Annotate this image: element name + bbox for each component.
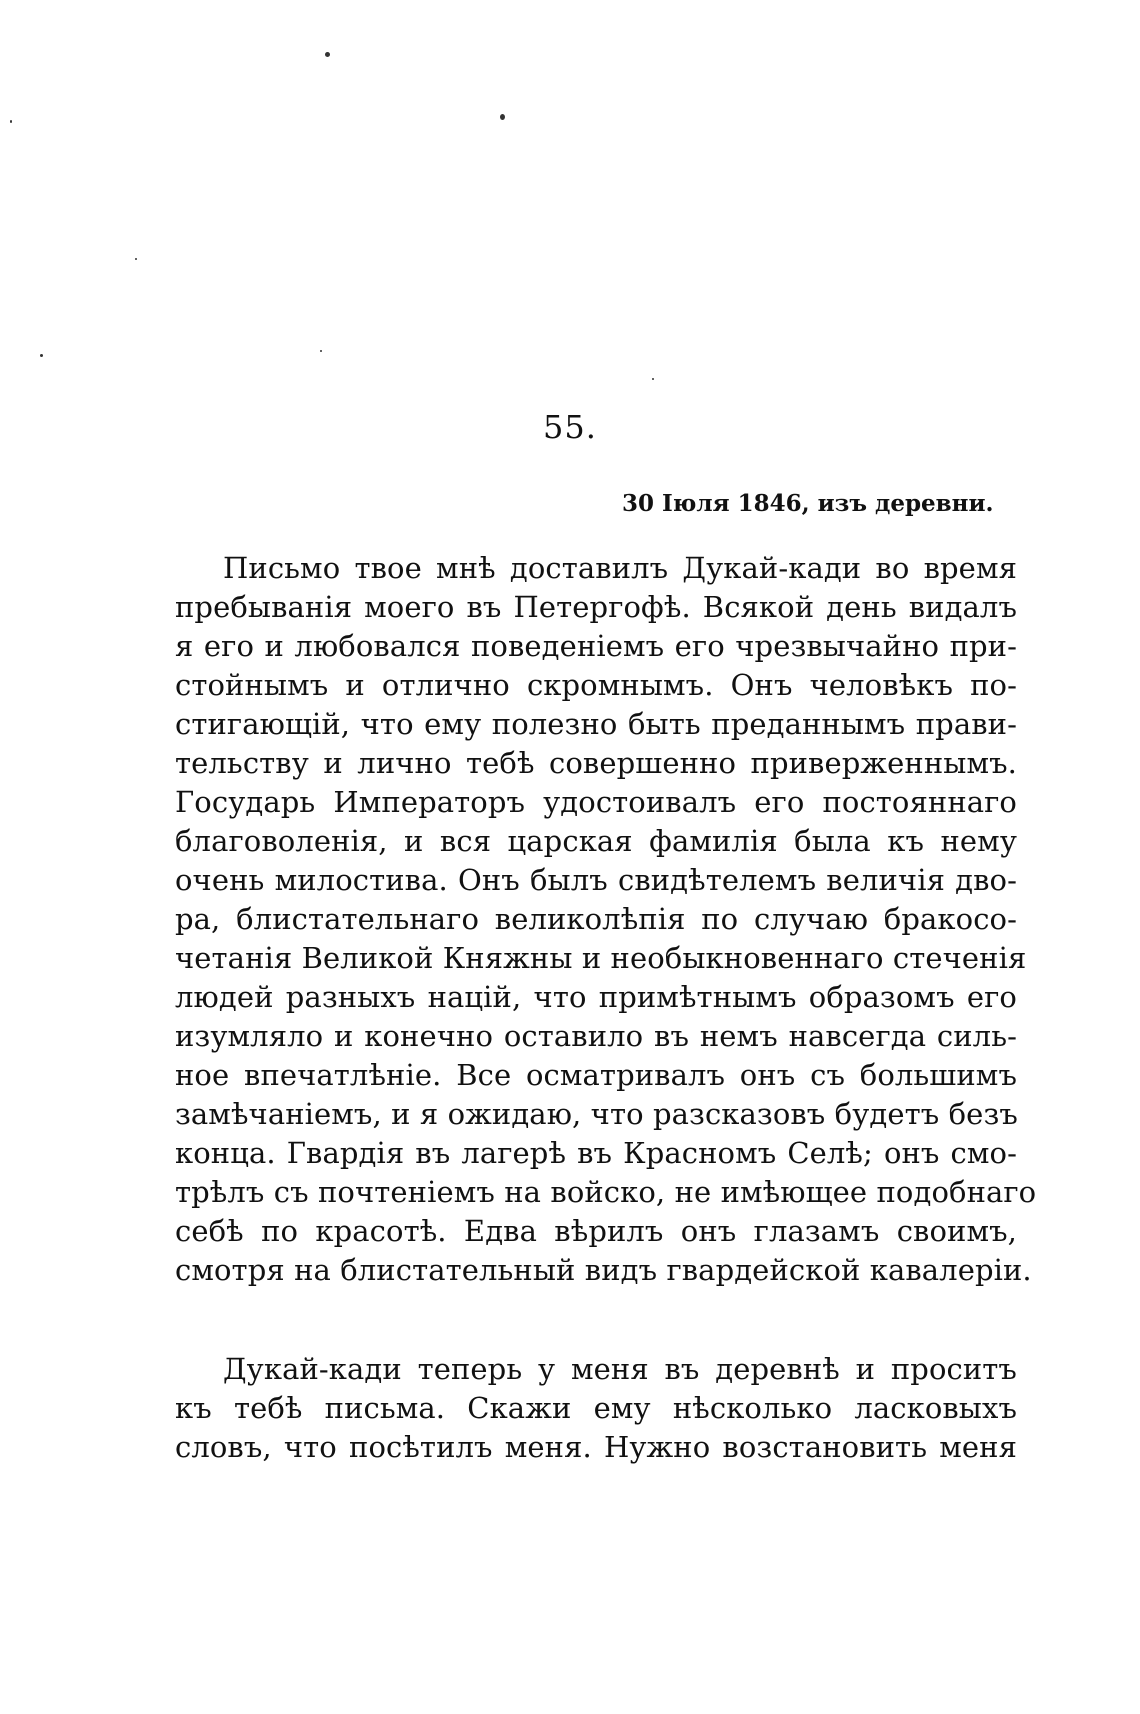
text-line: ра, блистательнаго великолѣпія по случаю бракосо- — [175, 902, 1017, 936]
text-line: четанія Великой Княжны и необыкновеннаго стеченія — [175, 941, 1027, 975]
paragraph-2 — [175, 1350, 1017, 1467]
text-line: благоволенія, и вся царская фамилія была къ нему — [175, 824, 1017, 858]
text-line: изумляло и конечно оставило въ немъ навсегда силь- — [175, 1019, 1017, 1053]
scan-speck — [652, 378, 654, 380]
paragraph-1 — [175, 549, 1037, 1290]
text-line: словъ, что посѣтилъ меня. Нужно возстановить меня — [175, 1430, 1017, 1464]
text-line: тельству и лично тебѣ совершенно приверженнымъ. — [175, 746, 1017, 780]
text-line: трѣлъ съ почтеніемъ на войско, не имѣющее подобнаго — [175, 1175, 1037, 1209]
letter-number: 55. — [543, 408, 597, 446]
text-line: конца. Гвардія въ лагерѣ въ Красномъ Селѣ; онъ смо- — [175, 1136, 1017, 1170]
text-line: людей разныхъ націй, что примѣтнымъ образомъ его — [175, 980, 1017, 1014]
text-line: я его и любовался поведеніемъ его чрезвычайно при- — [175, 629, 1017, 663]
text-line: Государь Императоръ удостоивалъ его постояннаго — [175, 785, 1017, 819]
text-line: къ тебѣ письма. Скажи ему нѣсколько ласковыхъ — [175, 1391, 1017, 1425]
scan-speck — [135, 258, 137, 260]
text-line: стигающій, что ему полезно быть преданнымъ прави- — [175, 707, 1017, 741]
text-line: Письмо твое мнѣ доставилъ Дукай-кади во время — [223, 551, 1017, 585]
scan-speck — [500, 114, 505, 120]
text-line: себѣ по красотѣ. Едва вѣрилъ онъ глазамъ своимъ, — [175, 1214, 1017, 1248]
text-line: смотря на блистательный видъ гвардейской кавалеріи. — [175, 1253, 1032, 1287]
text-line: очень милостива. Онъ былъ свидѣтелемъ величія дво- — [175, 863, 1017, 897]
text-line: пребыванія моего въ Петергофѣ. Всякой день видалъ — [175, 590, 1017, 624]
text-line: ное впечатлѣніе. Все осматривалъ онъ съ большимъ — [175, 1058, 1017, 1092]
letter-dateline: 30 Іюля 1846, изъ деревни. — [622, 490, 994, 517]
scan-speck — [325, 52, 330, 57]
scan-speck — [10, 120, 12, 123]
text-line: замѣчаніемъ, и я ожидаю, что разсказовъ будетъ безъ — [175, 1097, 1018, 1131]
text-line: стойнымъ и отлично скромнымъ. Онъ человѣкъ по- — [175, 668, 1017, 702]
scan-speck — [40, 354, 43, 357]
text-line: Дукай-кади теперь у меня въ деревнѣ и проситъ — [223, 1352, 1017, 1386]
scan-speck — [320, 350, 322, 352]
